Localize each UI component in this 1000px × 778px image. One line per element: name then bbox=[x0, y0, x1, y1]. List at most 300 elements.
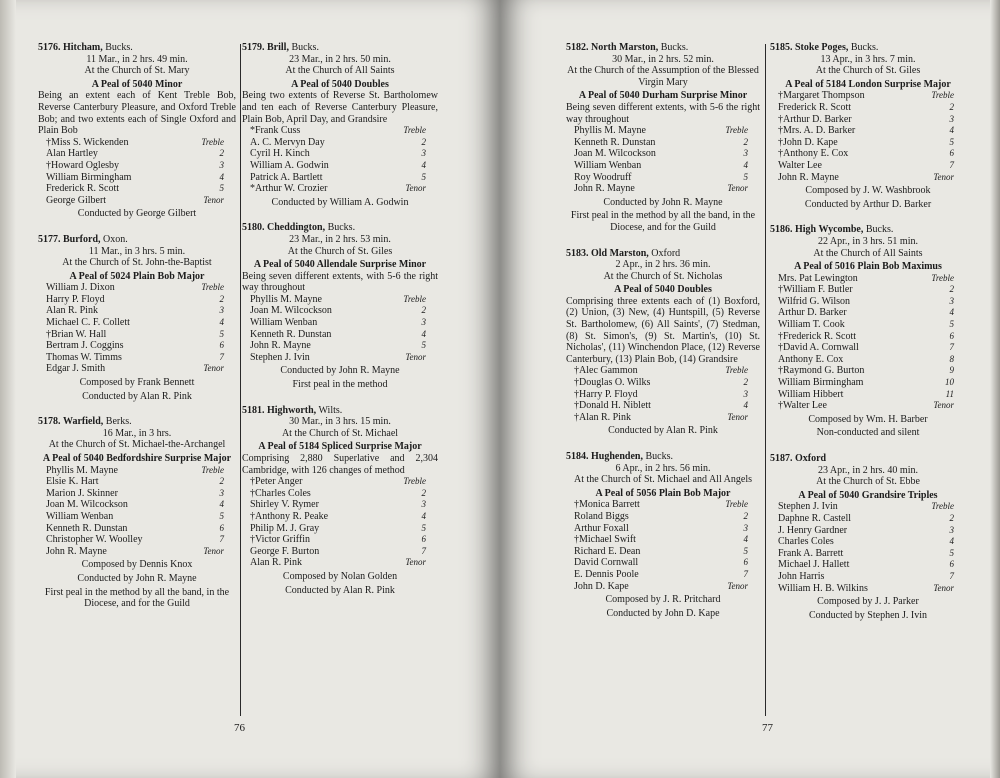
ringer-name: †Howard Oglesby bbox=[46, 159, 120, 171]
ringer-name: William Wenban bbox=[250, 317, 318, 329]
ringer-name: Patrick A. Bartlett bbox=[250, 171, 323, 183]
ringer-row bbox=[242, 557, 438, 569]
ringer-name: William J. Dixon bbox=[46, 282, 115, 294]
ringer-name: Alan R. Pink bbox=[46, 305, 98, 317]
right-page bbox=[500, 0, 1000, 778]
ringer-row bbox=[770, 319, 966, 331]
ringer-bell: Treble bbox=[725, 365, 748, 376]
page-number-left: 76 bbox=[234, 722, 245, 734]
peal-date: 11 Mar., in 2 hrs. 49 min. bbox=[86, 53, 188, 65]
ringer-name: Phyllis M. Mayne bbox=[250, 293, 322, 305]
ringer-row bbox=[770, 583, 966, 595]
ringer-name: Harry P. Floyd bbox=[46, 293, 105, 305]
column-divider bbox=[765, 44, 766, 716]
ringer-row bbox=[770, 284, 966, 296]
ringer-name: Arthur Foxall bbox=[574, 522, 629, 534]
ringer-row bbox=[566, 412, 760, 424]
ringer-bell: Tenor bbox=[933, 171, 954, 182]
peal-place: Oxford bbox=[795, 453, 827, 464]
ringer-bell: 3 bbox=[949, 295, 954, 306]
ringer-bell: Treble bbox=[403, 293, 426, 304]
ringer-bell: 2 bbox=[421, 487, 426, 498]
ringer-bell: 6 bbox=[421, 534, 426, 545]
ringer-bell: Treble bbox=[725, 499, 748, 510]
ringer-row bbox=[38, 195, 236, 207]
ringer-row bbox=[242, 305, 438, 317]
ringer-bell: Treble bbox=[403, 125, 426, 136]
ringer-bell: 7 bbox=[949, 342, 954, 353]
ringer-bell: Treble bbox=[201, 464, 224, 475]
ringer-bell: 3 bbox=[219, 305, 224, 316]
ringer-name: E. Dennis Poole bbox=[574, 568, 639, 580]
ringer-name: †Douglas O. Wilks bbox=[574, 377, 651, 389]
peal-county: Bucks. bbox=[105, 42, 133, 53]
ringer-name: Kenneth R. Dunstan bbox=[46, 522, 128, 534]
ringer-row bbox=[38, 340, 236, 352]
ringer-bell: 4 bbox=[743, 159, 748, 170]
ringer-row bbox=[242, 317, 438, 329]
ringer-bell: 6 bbox=[949, 559, 954, 570]
peal-county: Bucks. bbox=[327, 222, 356, 234]
page-edge bbox=[0, 0, 16, 778]
peal-date: 23 Mar., in 2 hrs. 50 min. bbox=[289, 53, 391, 65]
ringer-bell: 7 bbox=[949, 159, 954, 170]
peal-number: 5177. bbox=[38, 233, 61, 245]
peal-description: Being seven different extents, with 5-6 the right way throughout bbox=[566, 101, 760, 125]
ringer-bell: 6 bbox=[219, 522, 224, 533]
ringer-row bbox=[566, 137, 760, 149]
ringer-name: †Alec Gammon bbox=[574, 365, 638, 377]
peal-place: Brill, bbox=[267, 42, 289, 53]
ringer-row bbox=[566, 499, 760, 511]
ringer-bell: Tenor bbox=[405, 183, 426, 194]
ringer-bell: 4 bbox=[743, 534, 748, 545]
peal-place: Cheddington, bbox=[267, 222, 326, 234]
peal-number: 5182. bbox=[566, 42, 589, 53]
ringer-row bbox=[38, 523, 236, 535]
ringer-row bbox=[566, 160, 760, 172]
ringer-name: Shirley V. Rymer bbox=[250, 499, 319, 511]
ringer-bell: Treble bbox=[201, 282, 224, 293]
ringer-bell: 5 bbox=[421, 171, 426, 182]
ringer-name: †Miss S. Wickenden bbox=[46, 136, 129, 148]
ringer-row bbox=[566, 546, 760, 558]
ringer-bell: 6 bbox=[949, 330, 954, 341]
ringer-row bbox=[38, 363, 236, 375]
ringer-row bbox=[38, 476, 236, 488]
peal-number: 5187. bbox=[770, 453, 793, 464]
peal-record bbox=[242, 42, 438, 208]
peal-place: Old Marston, bbox=[591, 247, 649, 259]
ringer-name: †Frederick R. Scott bbox=[778, 330, 857, 342]
ringer-row bbox=[566, 365, 760, 377]
ringer-row bbox=[38, 148, 236, 160]
ringer-name: David Cornwall bbox=[574, 557, 639, 569]
ringer-row bbox=[770, 114, 966, 126]
ringer-bell: 3 bbox=[743, 148, 748, 159]
peal-place: Hitcham, bbox=[63, 42, 103, 53]
ringer-bell: 2 bbox=[421, 136, 426, 147]
ringer-name: Daphne R. Castell bbox=[778, 512, 852, 524]
peal-place: Stoke Poges, bbox=[795, 42, 849, 53]
ringer-row bbox=[770, 90, 966, 102]
peal-record bbox=[770, 224, 966, 439]
ringer-row bbox=[566, 523, 760, 535]
ringer-row bbox=[242, 160, 438, 172]
peal-note: Conducted by Alan R. Pink bbox=[285, 584, 395, 596]
peal-note: Conducted by George Gilbert bbox=[77, 208, 197, 220]
peal-number: 5184. bbox=[566, 451, 589, 462]
ringer-row bbox=[770, 125, 966, 137]
peal-note: Composed by Wm. H. Barber bbox=[808, 413, 928, 425]
ringer-name: †William F. Butler bbox=[778, 284, 853, 296]
ringer-bell: 7 bbox=[219, 534, 224, 545]
peal-title: A Peal of 5184 Spliced Surprise Major bbox=[258, 441, 422, 453]
page-edge bbox=[990, 0, 1000, 778]
peal-heading bbox=[770, 224, 966, 236]
ringer-bell: 7 bbox=[743, 568, 748, 579]
peal-record bbox=[242, 222, 438, 390]
ringer-row bbox=[242, 488, 438, 500]
peal-date: 13 Apr., in 3 hrs. 7 min. bbox=[820, 53, 916, 65]
peal-description: Being two extents of Reverse St. Bartholomew and ten each of Reverse Canterbury Pleasure, Plain Bob, April Day, and Grandsire bbox=[242, 90, 438, 125]
ringer-name: Christopher W. Woolley bbox=[46, 534, 143, 546]
ringer-row bbox=[38, 160, 236, 172]
ringer-row bbox=[38, 511, 236, 523]
ringer-bell: 3 bbox=[421, 499, 426, 510]
ringer-row bbox=[242, 137, 438, 149]
ringer-bell: 4 bbox=[949, 125, 954, 136]
ringer-row bbox=[38, 534, 236, 546]
ringer-bell: 4 bbox=[949, 307, 954, 318]
peal-heading bbox=[770, 42, 966, 54]
ringer-bell: Treble bbox=[725, 125, 748, 136]
peal-date: 11 Mar., in 3 hrs. 5 min. bbox=[88, 245, 186, 257]
peal-county: Oxford bbox=[651, 247, 681, 259]
ringer-bell: Tenor bbox=[405, 351, 426, 362]
ringer-row bbox=[566, 400, 760, 412]
ringer-row bbox=[566, 569, 760, 581]
peal-church: At the Church of St. Michael-the-Archangel bbox=[48, 439, 226, 451]
ringer-name: George Gilbert bbox=[46, 194, 107, 206]
ringer-name: Kenneth R. Dunstan bbox=[250, 328, 332, 340]
ringer-row bbox=[242, 183, 438, 195]
ringer-row bbox=[770, 548, 966, 560]
ringer-row bbox=[566, 534, 760, 546]
ringer-row bbox=[770, 172, 966, 184]
peal-county: Bucks. bbox=[865, 224, 894, 236]
ringer-name: John R. Mayne bbox=[46, 545, 107, 557]
ringer-bell: 3 bbox=[421, 317, 426, 328]
peal-number: 5179. bbox=[242, 42, 265, 53]
ringer-bell: Treble bbox=[201, 136, 224, 147]
peal-church: At the Church of St. Giles bbox=[815, 65, 921, 77]
peal-church: At the Church of the Assumption of the Blessed Virgin Mary bbox=[567, 65, 759, 88]
ringer-row bbox=[242, 523, 438, 535]
ringer-row bbox=[38, 329, 236, 341]
peal-church: At the Church of St. Michael and All Angels bbox=[573, 474, 753, 486]
peal-date: 23 Mar., in 2 hrs. 53 min. bbox=[289, 233, 391, 245]
ringer-name: Edgar J. Smith bbox=[46, 363, 106, 375]
ringer-name: †Michael Swift bbox=[574, 534, 636, 546]
ringer-bell: 5 bbox=[743, 545, 748, 556]
ringer-bell: 2 bbox=[743, 510, 748, 521]
ringer-row bbox=[770, 160, 966, 172]
ringer-name: Thomas W. Timms bbox=[46, 351, 122, 363]
ringer-name: Joan M. Wilcockson bbox=[46, 499, 128, 511]
peal-note: Conducted by John R. Mayne bbox=[603, 196, 723, 208]
ringer-name: †Mrs. A. D. Barker bbox=[778, 125, 856, 137]
ringer-row bbox=[770, 273, 966, 285]
ringer-bell: 3 bbox=[743, 522, 748, 533]
peal-place: Highworth, bbox=[267, 404, 317, 416]
ringer-bell: 6 bbox=[743, 557, 748, 568]
peal-description: Being an extent each of Kent Treble Bob, Reverse Canterbury Pleasure, and Oxford Treble Bob; and two extents each of Single Oxford and Plain Bob bbox=[38, 90, 236, 137]
ringer-row bbox=[242, 352, 438, 364]
ringer-bell: 4 bbox=[219, 171, 224, 182]
ringer-bell: 5 bbox=[219, 183, 224, 194]
ringer-bell: 5 bbox=[949, 136, 954, 147]
ringer-name: †David A. Cornwall bbox=[778, 342, 859, 354]
ringer-row bbox=[770, 513, 966, 525]
peal-note: Conducted by John R. Mayne bbox=[77, 572, 197, 584]
ringer-bell: 7 bbox=[949, 570, 954, 581]
ringer-bell: Tenor bbox=[933, 400, 954, 411]
peal-title: A Peal of 5040 Minor bbox=[91, 78, 183, 90]
ringer-bell: Tenor bbox=[933, 582, 954, 593]
ringer-name: Phyllis M. Mayne bbox=[46, 464, 118, 476]
ringer-name: †Brian W. Hall bbox=[46, 328, 107, 340]
ringer-bell: Treble bbox=[931, 501, 954, 512]
ringer-name: Walter Lee bbox=[778, 159, 822, 171]
peal-note: Composed by Nolan Golden bbox=[282, 570, 398, 582]
ringer-bell: Tenor bbox=[203, 363, 224, 374]
ringer-row bbox=[242, 476, 438, 488]
ringer-name: Joan M. Wilcockson bbox=[250, 305, 332, 317]
ringer-name: Phyllis M. Mayne bbox=[574, 125, 646, 137]
peal-church: At the Church of St. John-the-Baptist bbox=[62, 257, 212, 269]
column-3 bbox=[566, 42, 760, 633]
ringer-row bbox=[770, 559, 966, 571]
ringer-row bbox=[770, 296, 966, 308]
ringer-row bbox=[38, 183, 236, 195]
ringer-row bbox=[38, 546, 236, 558]
ringer-bell: 7 bbox=[421, 545, 426, 556]
ringer-bell: 4 bbox=[743, 400, 748, 411]
ringer-name: Joan M. Wilcockson bbox=[574, 148, 656, 160]
ringer-row bbox=[38, 282, 236, 294]
peal-note: First peal in the method by all the band, in the Diocese, and for the Guild bbox=[570, 210, 756, 233]
ringer-row bbox=[770, 377, 966, 389]
ringer-bell: 2 bbox=[743, 136, 748, 147]
ringer-bell: 4 bbox=[421, 328, 426, 339]
ringer-name: Arthur D. Barker bbox=[778, 307, 847, 319]
peal-note: Non-conducted and silent bbox=[816, 427, 920, 439]
peal-date: 23 Apr., in 2 hrs. 40 min. bbox=[817, 464, 918, 476]
peal-heading bbox=[566, 42, 760, 54]
ringer-name: †Charles Coles bbox=[250, 487, 311, 499]
ringer-bell: 5 bbox=[743, 171, 748, 182]
ringer-bell: Treble bbox=[931, 272, 954, 283]
peal-number: 5183. bbox=[566, 247, 589, 259]
ringer-bell: Tenor bbox=[203, 194, 224, 205]
ringer-row bbox=[566, 557, 760, 569]
peal-number: 5186. bbox=[770, 224, 793, 236]
ringer-row bbox=[770, 331, 966, 343]
ringer-row bbox=[242, 148, 438, 160]
ringer-name: William A. Godwin bbox=[250, 159, 329, 171]
peal-note: Conducted by Stephen J. Ivin bbox=[808, 609, 928, 621]
peal-note: Conducted by Alan R. Pink bbox=[608, 425, 718, 437]
ringer-name: William Birmingham bbox=[46, 171, 132, 183]
ringer-bell: 3 bbox=[949, 524, 954, 535]
ringer-row bbox=[38, 488, 236, 500]
ringer-bell: 5 bbox=[421, 340, 426, 351]
ringer-row bbox=[770, 354, 966, 366]
peal-date: 22 Apr., in 3 hrs. 51 min. bbox=[817, 235, 918, 247]
column-2 bbox=[242, 42, 438, 610]
peal-title: A Peal of 5024 Plain Bob Major bbox=[69, 270, 205, 282]
ringer-name: J. Henry Gardner bbox=[778, 524, 848, 536]
ringer-name: John R. Mayne bbox=[778, 171, 839, 183]
ringer-row bbox=[770, 400, 966, 412]
ringer-bell: 3 bbox=[949, 113, 954, 124]
ringer-name: Wilfrid G. Wilson bbox=[778, 295, 851, 307]
ringer-name: Marion J. Skinner bbox=[46, 487, 118, 499]
ringer-row bbox=[38, 317, 236, 329]
ringer-name: Cyril H. Kinch bbox=[250, 148, 310, 160]
peal-note: Composed by J. J. Parker bbox=[817, 596, 919, 608]
ringer-bell: 2 bbox=[949, 101, 954, 112]
peal-place: High Wycombe, bbox=[795, 224, 864, 236]
ringer-row bbox=[38, 499, 236, 511]
peal-record bbox=[566, 248, 760, 438]
ringer-bell: 4 bbox=[219, 317, 224, 328]
ringer-name: Michael C. F. Collett bbox=[46, 317, 130, 329]
ringer-row bbox=[566, 511, 760, 523]
ringer-bell: 5 bbox=[219, 510, 224, 521]
ringer-row bbox=[38, 305, 236, 317]
ringer-name: William T. Cook bbox=[778, 319, 845, 331]
peal-note: Composed by Dennis Knox bbox=[81, 559, 193, 571]
ringer-row bbox=[242, 294, 438, 306]
ringer-row bbox=[566, 581, 760, 593]
peal-number: 5185. bbox=[770, 42, 793, 53]
peal-county: Bucks. bbox=[291, 42, 319, 53]
ringer-name: †Victor Griffin bbox=[250, 534, 311, 546]
peal-title: A Peal of 5040 Doubles bbox=[291, 78, 389, 90]
peal-county: Bucks. bbox=[850, 42, 879, 53]
ringer-row bbox=[38, 294, 236, 306]
ringer-row bbox=[566, 377, 760, 389]
ringer-bell: 2 bbox=[219, 293, 224, 304]
peal-church: At the Church of St. Mary bbox=[84, 65, 190, 77]
peal-note: Conducted by Arthur D. Barker bbox=[804, 198, 932, 210]
ringer-bell: 2 bbox=[743, 377, 748, 388]
ringer-row bbox=[242, 546, 438, 558]
page-number-right: 77 bbox=[762, 722, 773, 734]
peal-county: Bucks. bbox=[645, 451, 673, 462]
peal-place: North Marston, bbox=[591, 42, 659, 53]
ringer-bell: 2 bbox=[219, 148, 224, 159]
peal-church: At the Church of All Saints bbox=[285, 65, 395, 77]
ringer-name: Kenneth R. Dunstan bbox=[574, 136, 656, 148]
ringer-bell: 3 bbox=[219, 159, 224, 170]
ringer-name: Stephen J. Ivin bbox=[250, 351, 310, 363]
peal-date: 30 Mar., in 2 hrs. 52 min. bbox=[612, 53, 714, 65]
peal-title: A Peal of 5184 London Surprise Major bbox=[785, 78, 951, 90]
peal-number: 5180. bbox=[242, 222, 265, 234]
ringer-row bbox=[242, 340, 438, 352]
ringer-row bbox=[566, 172, 760, 184]
peal-note: Composed by J. R. Pritchard bbox=[605, 594, 721, 606]
peal-date: 6 Apr., in 2 hrs. 56 min. bbox=[615, 462, 711, 474]
peal-heading bbox=[566, 248, 760, 260]
ringer-row bbox=[566, 148, 760, 160]
ringer-row bbox=[770, 389, 966, 401]
ringer-row bbox=[566, 389, 760, 401]
ringer-name: Mrs. Pat Lewington bbox=[778, 272, 858, 284]
peal-note: Conducted by John D. Kape bbox=[606, 607, 720, 619]
peal-record bbox=[242, 405, 438, 597]
peal-heading bbox=[770, 453, 966, 465]
ringer-row bbox=[770, 365, 966, 377]
ringer-bell: Tenor bbox=[405, 557, 426, 568]
peal-record bbox=[770, 42, 966, 210]
peal-title: A Peal of 5040 Durham Surprise Minor bbox=[578, 90, 748, 102]
ringer-row bbox=[770, 342, 966, 354]
ringer-row bbox=[770, 102, 966, 114]
ringer-row bbox=[770, 148, 966, 160]
peal-description: Comprising 2,880 Superlative and 2,304 Cambridge, with 126 changes of method bbox=[242, 453, 438, 476]
ringer-name: †Alan R. Pink bbox=[574, 411, 631, 423]
ringer-name: Anthony E. Cox bbox=[778, 353, 844, 365]
ringer-row bbox=[242, 511, 438, 523]
ringer-name: William Wenban bbox=[574, 159, 642, 171]
peal-place: Hughenden, bbox=[591, 451, 643, 462]
peal-record bbox=[770, 453, 966, 621]
ringer-bell: 8 bbox=[949, 353, 954, 364]
peal-note: First peal in the method bbox=[292, 379, 388, 391]
column-divider bbox=[240, 44, 241, 716]
peal-note: First peal in the method by all the band, in the Diocese, and for the Guild bbox=[44, 586, 230, 610]
peal-date: 30 Mar., in 3 hrs. 15 min. bbox=[289, 416, 391, 428]
peal-date: 2 Apr., in 2 hrs. 36 min. bbox=[615, 259, 711, 271]
ringer-bell: Treble bbox=[403, 476, 426, 487]
ringer-row bbox=[242, 125, 438, 137]
peal-title: A Peal of 5040 Doubles bbox=[614, 284, 712, 296]
peal-description: Being seven different extents, with 5-6 the right way throughout bbox=[242, 270, 438, 294]
peal-number: 5176. bbox=[38, 42, 61, 53]
peal-description: Comprising three extents each of (1) Boxford, (2) Union, (3) New, (4) Huntspill, (5) Reverse St. Bartholomew, (6) All Saints', (7) Stedman, (8) St. Simon's, (9) St. Martin's, (10) St. Nicholas', (11) Winchendon Place, (12) Reverse Canterbury, (13) Plain Bob, (14) Grandsire bbox=[566, 295, 760, 365]
ringer-name: †Anthony R. Peake bbox=[250, 510, 329, 522]
ringer-bell: 4 bbox=[949, 536, 954, 547]
peal-note: Conducted by William A. Godwin bbox=[271, 196, 409, 208]
ringer-name: †Donald H. Niblett bbox=[574, 400, 651, 412]
ringer-bell: 2 bbox=[421, 305, 426, 316]
ringer-bell: 6 bbox=[949, 148, 954, 159]
ringer-row bbox=[242, 499, 438, 511]
ringer-name: †John D. Kape bbox=[778, 136, 838, 148]
peal-county: Oxon. bbox=[103, 233, 128, 245]
ringer-row bbox=[566, 183, 760, 195]
peal-title: A Peal of 5056 Plain Bob Major bbox=[595, 487, 731, 499]
ringer-bell: 5 bbox=[949, 319, 954, 330]
peal-note: Composed by J. W. Washbrook bbox=[805, 185, 931, 197]
peal-heading bbox=[242, 222, 438, 234]
peal-heading bbox=[242, 405, 438, 417]
peal-title: A Peal of 5016 Plain Bob Maximus bbox=[794, 261, 942, 273]
